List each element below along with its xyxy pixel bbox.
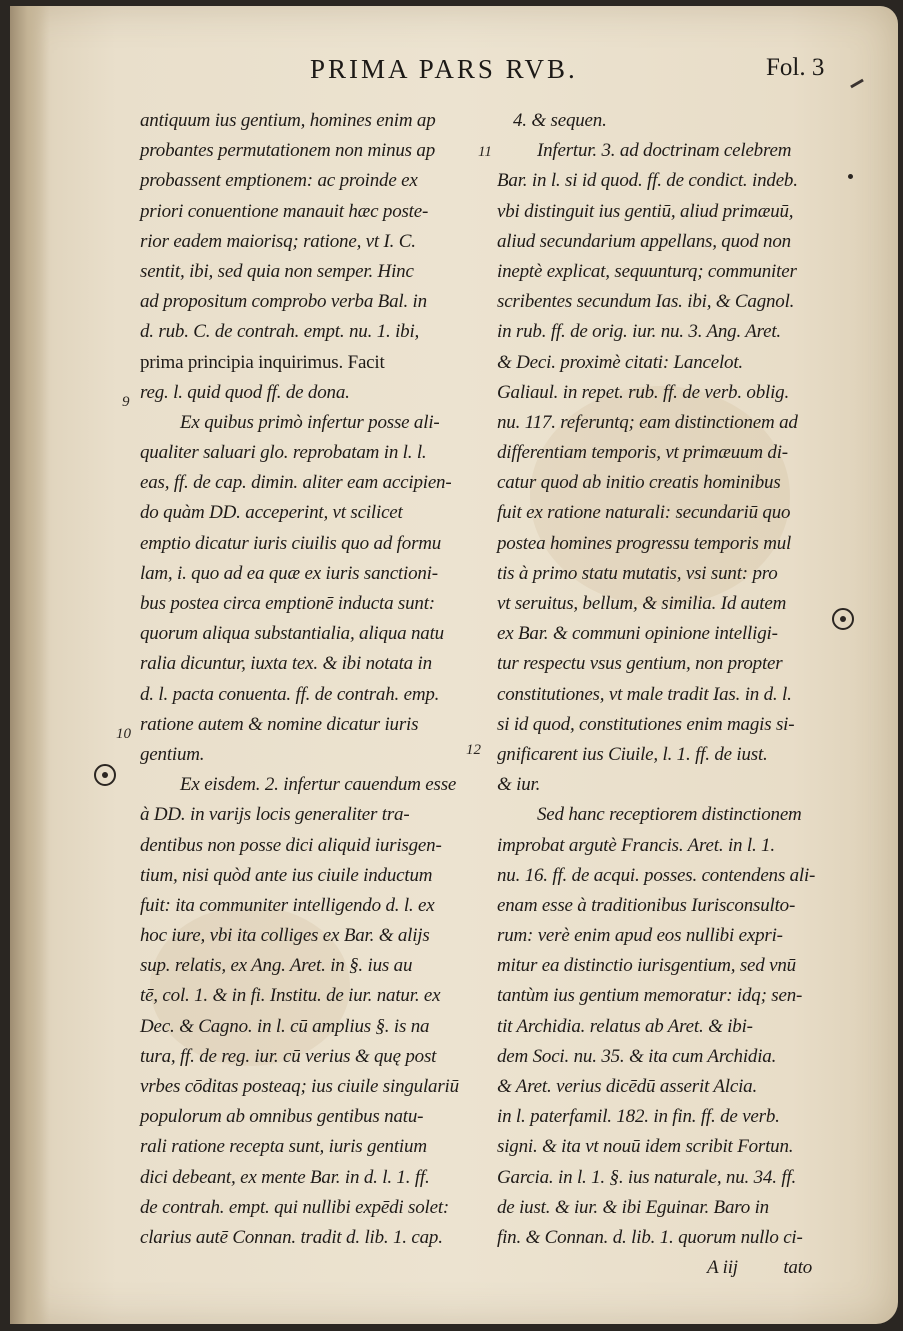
text-line: lam, i. quo ad ea quæ ex iuris sanctioni- [140,562,438,584]
text-line: fuit ex ratione naturali: secundariū quo [497,502,791,524]
text-line: dentibus non posse dici aliquid iurisgen- [140,834,442,856]
text-line: Dec. & Cagno. in l. cū amplius §. is na [140,1015,430,1037]
text-line: ex Bar. & communi opinione intelligi- [497,623,778,645]
text-line: & Aret. verius dicēdū asserit Alcia. [497,1076,757,1097]
text-line: quorum aliqua substantialia, aliqua natu [140,623,444,645]
page-header [10,54,898,94]
text-line: Bar. in l. si id quod. ff. de condict. indeb. [497,170,798,192]
text-line: nu. 117. referuntq; eam distinctionem ad [497,411,798,433]
text-line: vbi distinguit ius gentiū, aliud primæuū, [497,200,794,222]
running-title: PRIMA PARS RVB. [310,54,578,84]
folio-number: Fol. 3 [766,54,825,81]
text-line: do quàm DD. acceperint, vt scilicet [140,502,403,524]
text-line: eas, ff. de cap. dimin. aliter eam accipien- [140,472,452,494]
text-line: tit Archidia. relatus ab Aret. & ibi- [497,1015,753,1037]
text-line: enam esse à traditionibus Iurisconsulto- [497,894,796,916]
text-line: ineptè explicat, sequunturq; communiter [497,260,797,282]
text-line: qualiter saluari glo. reprobatam in l. l. [140,442,427,464]
text-line: tura, ff. de reg. iur. cū verius & quę post [140,1045,437,1067]
margin-number-11: 11 [478,144,492,160]
signature-mark-line: A iij tato [707,1257,813,1279]
text-line: rior eadem maiorisq; ratione, vt I. C. [140,230,416,252]
text-line: fin. & Connan. d. lib. 1. quorum nullo ci- [497,1226,803,1248]
text-line: priori conuentione manauit hæc poste- [140,200,429,222]
text-line: d. rub. C. de contrah. empt. nu. 1. ibi, [140,321,420,343]
text-line: scribentes secundum Ias. ibi, & Cagnol. [497,291,795,313]
text-line: vt seruitus, bellum, & similia. Id autem [497,593,787,614]
text-line: differentiam temporis, vt primæuum di- [497,442,788,464]
text-line: probassent emptionem: ac proinde ex [140,170,418,192]
paragraph-start-line: Ex quibus primò infertur posse ali- [180,411,440,433]
text-line: tur respectu vsus gentium, non propter [497,653,783,675]
text-line: dici debeant, ex mente Bar. in d. l. 1. ff. [140,1166,430,1188]
text-line: tium, nisi quòd ante ius ciuile inductum [140,864,433,886]
text-line: constitutiones, vt male tradit Ias. in d. l. [497,683,792,705]
text-line: ratione autem & nomine dicatur iuris [140,713,419,735]
text-line: populorum ab omnibus gentibus natu- [140,1106,424,1128]
text-line: tis à primo statu mutatis, vsi sunt: pro [497,562,778,584]
text-line: tē, col. 1. & in fi. Institu. de iur. natur. ex [140,985,441,1007]
text-line: emptio dicatur iuris ciuilis quo ad formu [140,532,442,554]
text-line: vrbes cōditas posteaq; ius ciuile singulariū [140,1076,459,1097]
text-line: rum: verè enim apud eos nullibi expri- [497,925,783,947]
text-line: ralia dicuntur, iuxta tex. & ibi notata in [140,653,432,675]
ink-dot-mark [848,174,853,179]
text-line: clarius autē Connan. tradit d. lib. 1. cap. [140,1226,443,1248]
text-line: in l. paterfamil. 182. in fin. ff. de verb. [497,1106,780,1128]
paragraph-start-line: Ex eisdem. 2. infertur cauendum esse [180,774,457,796]
text-line: reg. l. quid quod ff. de dona. [140,381,350,403]
text-line: de contrah. empt. qui nullibi expēdi solet: [140,1196,450,1218]
text-line: probantes permutationem non minus ap [140,140,436,162]
text-line: fuit: ita communiter intelligendo d. l. ex [140,894,435,916]
text-line: improbat argutè Francis. Aret. in l. 1. [497,834,775,856]
text-line: & Deci. proximè citati: Lancelot. [497,351,743,373]
book-page [10,6,898,1324]
circled-dot-mark [94,764,116,786]
paragraph-start-line: Infertur. 3. ad doctrinam celebrem [537,140,792,162]
text-line: nu. 16. ff. de acqui. posses. contendens ali- [497,864,816,886]
text-line: de iust. & iur. & ibi Eguinar. Baro in [497,1196,769,1218]
page-gutter-shadow [10,6,50,1324]
text-line: antiquum ius gentium, homines enim ap [140,110,436,131]
left-text-column [140,106,480,1253]
text-line: catur quod ab initio creatis hominibus [497,472,781,494]
text-line: bus postea circa emptionē inducta sunt: [140,593,435,614]
text-line: sup. relatis, ex Ang. Aret. in §. ius au [140,955,413,977]
text-line: in rub. ff. de orig. iur. nu. 3. Ang. Aret. [497,321,781,343]
text-line: hoc iure, vbi ita colliges ex Bar. & alijs [140,925,430,947]
text-line: ad propositum comprobo verba Bal. in [140,291,427,313]
text-line: dem Soci. nu. 35. & ita cum Archidia. [497,1045,777,1067]
text-line: si id quod, constitutiones enim magis si- [497,713,795,735]
margin-number-12: 12 [466,742,481,758]
text-line: aliud secundarium appellans, quod non [497,230,791,252]
text-line: postea homines progressu temporis mul [497,532,792,554]
ink-tick-mark [850,79,864,89]
text-line: Galiaul. in repet. rub. ff. de verb. oblig. [497,381,790,403]
circled-dot-mark [832,608,854,630]
paragraph-start-line: Sed hanc receptiorem distinctionem [537,804,802,826]
text-line: à DD. in varijs locis generaliter tra- [140,804,410,826]
margin-number-10: 10 [116,726,131,742]
text-line: & iur. [497,774,541,796]
text-line: d. l. pacta conuenta. ff. de contrah. emp. [140,683,440,705]
text-line: mitur ea distinctio iurisgentium, sed vnū [497,955,796,977]
text-line: gentium. [140,743,205,765]
text-line: Garcia. in l. 1. §. ius naturale, nu. 34. ff. [497,1166,797,1188]
text-line: prima principia inquirimus. Facit [140,351,385,373]
text-line: 4. & sequen. [513,110,607,131]
margin-number-9: 9 [122,394,130,410]
text-line: gnificarent ius Ciuile, l. 1. ff. de iust. [497,743,768,765]
text-line: tantùm ius gentium memoratur: idq; sen- [497,985,803,1007]
text-line: signi. & ita vt nouū idem scribit Fortun. [497,1136,794,1158]
text-line: sentit, ibi, sed quia non semper. Hinc [140,260,414,282]
text-line: rali ratione recepta sunt, iuris gentium [140,1136,427,1158]
right-text-column [497,106,837,1283]
